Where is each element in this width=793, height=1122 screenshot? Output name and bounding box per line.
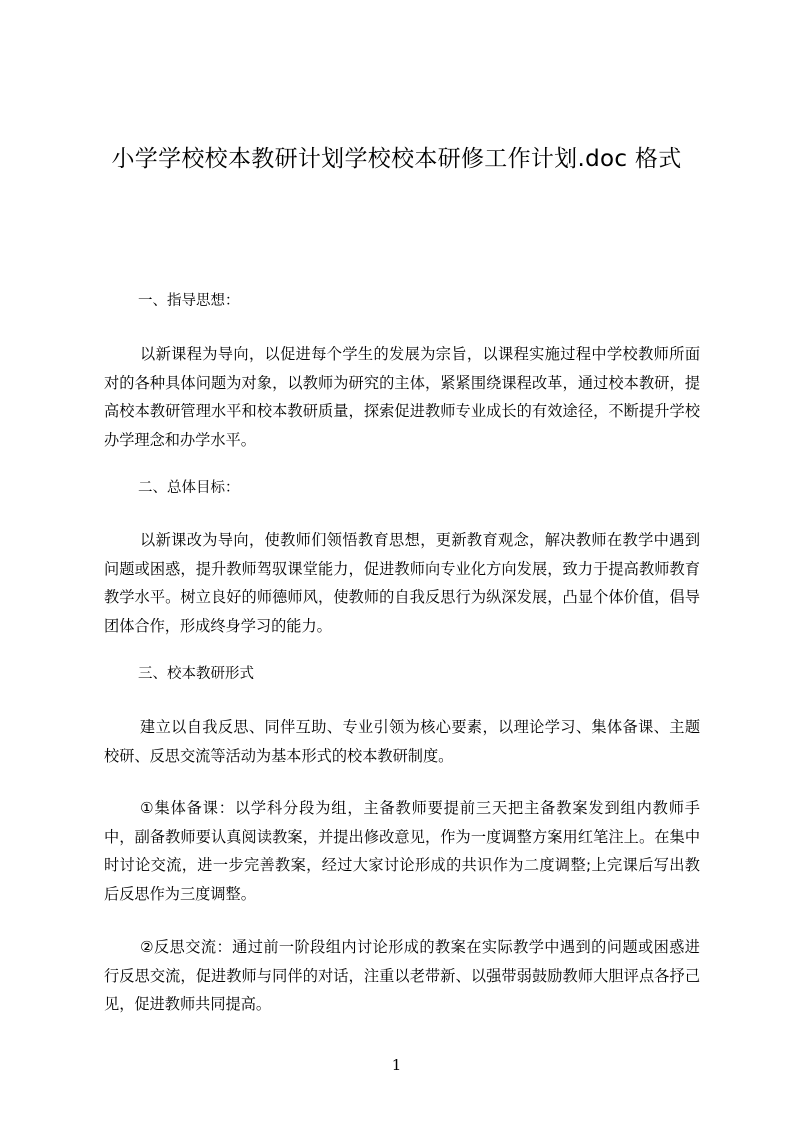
section-heading-guiding-thought: 一、指导思想：: [138, 293, 240, 309]
paragraph-reflection-exchange: ②反思交流：通过前一阶段组内讨论形成的教案在实际教学中遇到的问题或困惑进行反思交流，促进教师与同伴的对话，注重以老带新、以强带弱鼓励教师大胆评点各抒己见，促进教师共同提高。: [104, 938, 700, 1014]
document-title: 小学学校校本教研计划学校校本研修工作计划.doc 格式: [111, 146, 682, 172]
paragraph-collective-lesson-prep: ①集体备课：以学科分段为组，主备教师要提前三天把主备教案发到组内教师手中，副备教师要认真阅读教案，并提出修改意见，作为一度调整方案用红笔注上。在集中时讨论交流，进一步完善教案，经过大家讨论形成的共识作为二度调整;上完课后写出教后反思作为三度调整。: [104, 799, 700, 903]
paragraph-guiding-thought: 以新课程为导向，以促进每个学生的发展为宗旨，以课程实施过程中学校教师所面对的各种具体问题为对象，以教师为研究的主体，紧紧围绕课程改革，通过校本教研，提高校本教研管理水平和校本教研质量，探索促进教师专业成长的有效途径，不断提升学校办学理念和办学水平。: [104, 345, 700, 449]
page-number: 1: [391, 1056, 402, 1074]
section-heading-research-form: 三、校本教研形式: [138, 666, 254, 682]
section-heading-overall-goal: 二、总体目标：: [138, 480, 240, 496]
paragraph-overall-goal: 以新课改为导向，使教师们领悟教育思想，更新教育观念，解决教师在教学中遇到问题或困惑，提升教师驾驭课堂能力，促进教师向专业化方向发展，致力于提高教师教育教学水平。树立良好的师德师风，使教师的自我反思行为纵深发展，凸显个体价值，倡导团体合作，形成终身学习的能力。: [104, 531, 700, 635]
paragraph-research-form-intro: 建立以自我反思、同伴互助、专业引领为核心要素，以理论学习、集体备课、主题校研、反思交流等活动为基本形式的校本教研制度。: [104, 718, 700, 765]
